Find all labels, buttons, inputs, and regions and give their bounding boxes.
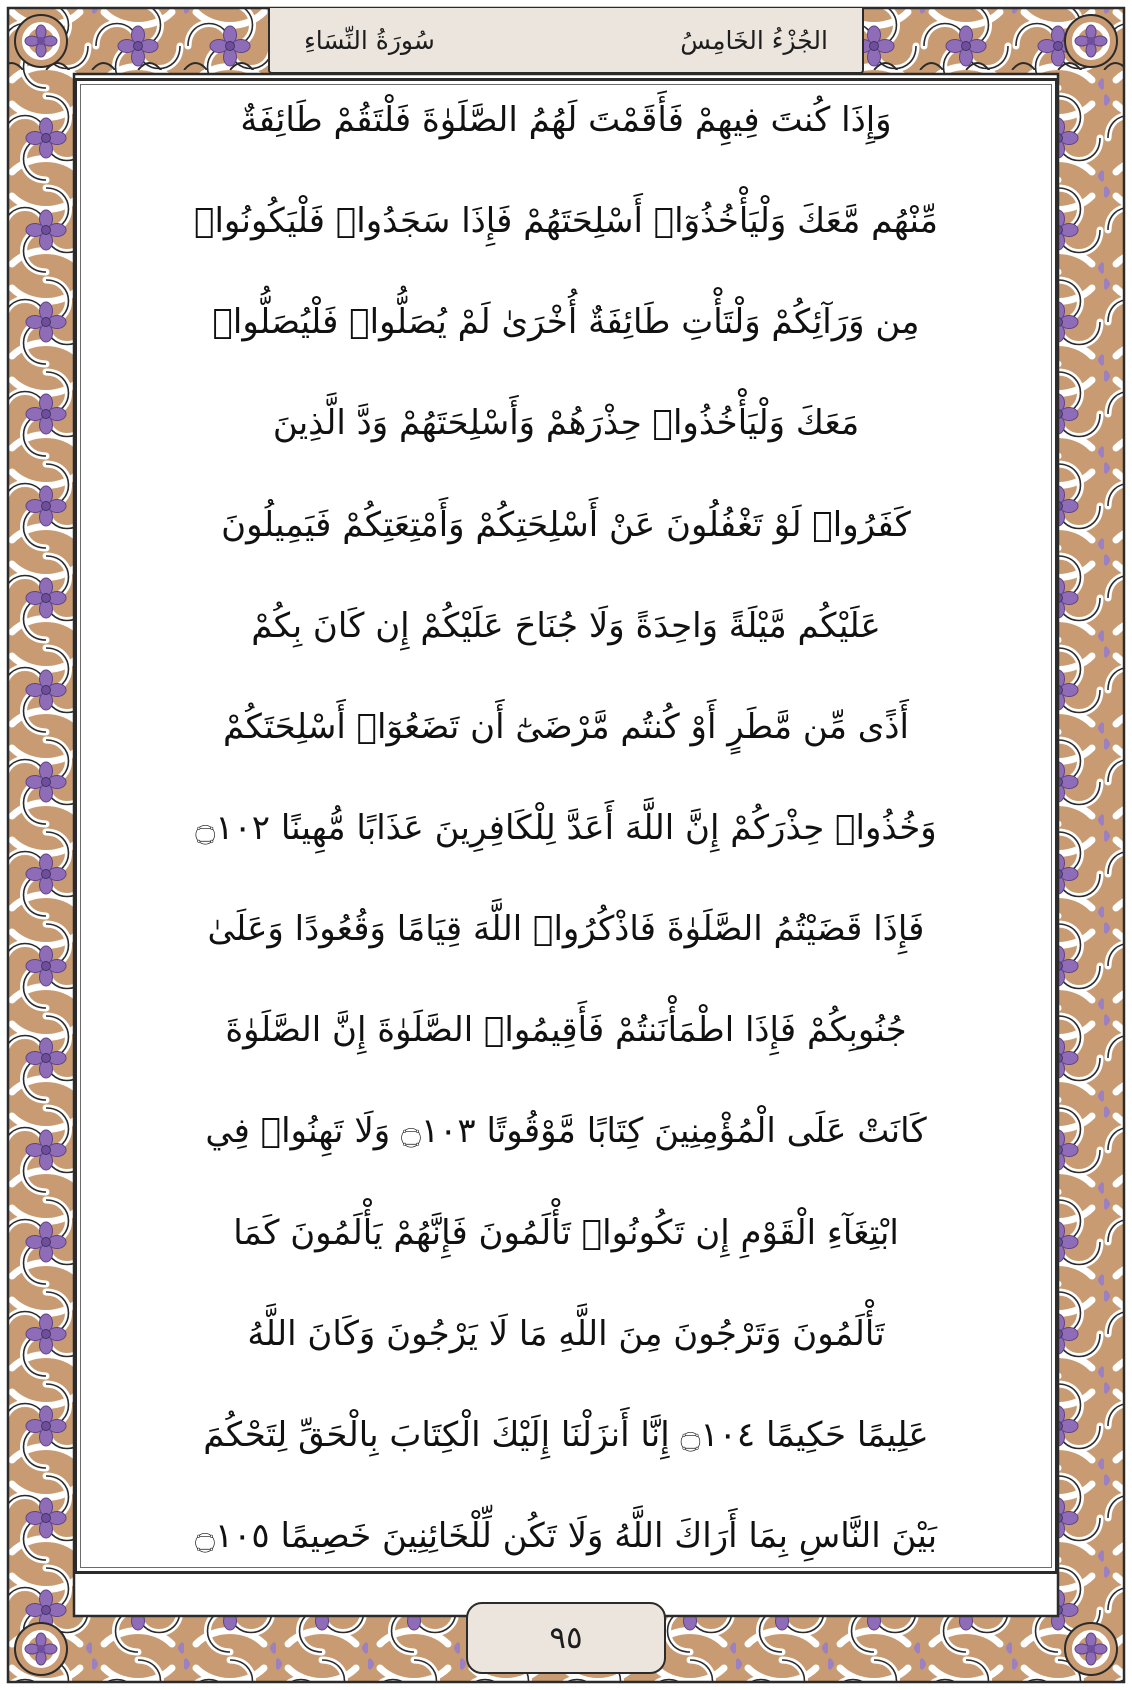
quran-line: مِن وَرَآئِكُمْ وَلْتَأْتِ طَائِفَةٌ أُخْرَىٰ لَمْ يُصَلُّوا۟ فَلْيُصَلُّوا۟ xyxy=(212,302,920,343)
quran-line: عَلَيْكُم مَّيْلَةً وَاحِدَةً وَلَا جُنَاحَ عَلَيْكُمْ إِن كَانَ بِكُمْ xyxy=(251,605,881,646)
quran-line: فَإِذَا قَضَيْتُمُ الصَّلَوٰةَ فَاذْكُرُوا۟ اللَّهَ قِيَامًا وَقُعُودًا وَعَلَىٰ xyxy=(207,909,925,950)
ayah-text-block xyxy=(99,93,1033,1559)
page-number: ٩٥ xyxy=(549,1620,583,1656)
quran-line: ابْتِغَآءِ الْقَوْمِ إِن تَكُونُوا۟ تَأْلَمُونَ فَإِنَّهُمْ يَأْلَمُونَ كَمَا xyxy=(233,1212,899,1253)
quran-line: مِّنْهُم مَّعَكَ وَلْيَأْخُذُوٓا۟ أَسْلِحَتَهُمْ فَإِذَا سَجَدُوا۟ فَلْيَكُونُوا۟ xyxy=(194,201,938,242)
quran-line: كَانَتْ عَلَى الْمُؤْمِنِينَ كِتَابًا مَّوْقُوتًا ۝١٠٣ وَلَا تَهِنُوا۟ فِي xyxy=(205,1111,927,1152)
text-frame-inner xyxy=(80,84,1052,1568)
quran-line: وَخُذُوا۟ حِذْرَكُمْ إِنَّ اللَّهَ أَعَدَّ لِلْكَافِرِينَ عَذَابًا مُّهِينًا ۝١٠٢ xyxy=(195,807,937,848)
text-frame xyxy=(74,78,1058,1574)
quran-line: كَفَرُوا۟ لَوْ تَغْفُلُونَ عَنْ أَسْلِحَتِكُمْ وَأَمْتِعَتِكُمْ فَيَمِيلُونَ xyxy=(221,504,911,545)
quran-line: عَلِيمًا حَكِيمًا ۝١٠٤ إِنَّا أَنزَلْنَا إِلَيْكَ الْكِتَابَ بِالْحَقِّ لِتَحْكُمَ xyxy=(203,1414,929,1455)
quran-line: بَيْنَ النَّاسِ بِمَا أَرَاكَ اللَّهُ وَلَا تَكُن لِّلْخَائِنِينَ خَصِيمًا ۝١٠٥ xyxy=(194,1515,938,1556)
surah-title: سُورَةُ النِّسَاءِ xyxy=(304,25,435,55)
quran-line: وَإِذَا كُنتَ فِيهِمْ فَأَقَمْتَ لَهُمُ الصَّلَوٰةَ فَلْتَقُمْ طَائِفَةٌ xyxy=(240,100,892,140)
header-cartouche xyxy=(268,8,864,74)
page-number-cartouche xyxy=(466,1602,666,1674)
quran-line: تَأْلَمُونَ وَتَرْجُونَ مِنَ اللَّهِ مَا لَا يَرْجُونَ وَكَانَ اللَّهُ xyxy=(247,1313,885,1354)
juz-label: الجُزْءُ الخَامِسُ xyxy=(680,25,828,55)
quran-line: جُنُوبِكُمْ فَإِذَا اطْمَأْنَنتُمْ فَأَقِيمُوا۟ الصَّلَوٰةَ إِنَّ الصَّلَوٰةَ xyxy=(225,1010,907,1051)
quran-line: مَعَكَ وَلْيَأْخُذُوا۟ حِذْرَهُمْ وَأَسْلِحَتَهُمْ وَدَّ الَّذِينَ xyxy=(272,403,860,444)
quran-line: أَذًى مِّن مَّطَرٍ أَوْ كُنتُم مَّرْضَىٰٓ أَن تَضَعُوٓا۟ أَسْلِحَتَكُمْ xyxy=(223,706,909,747)
